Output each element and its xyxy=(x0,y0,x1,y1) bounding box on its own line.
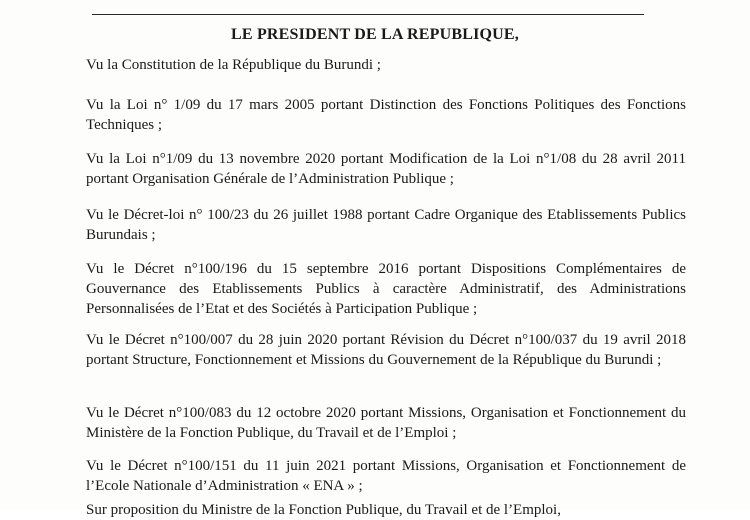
document-heading: LE PRESIDENT DE LA REPUBLIQUE, xyxy=(231,26,519,43)
preamble-paragraph-decret-2020-gouvernement: Vu le Décret n°100/007 du 28 juin 2020 portant Révision du Décret n°100/037 du 19 avril 2018 portant Structure, Fonctionnement et Missions du Gouvernement de la République du Burundi ; xyxy=(86,332,686,368)
preamble-paragraph-loi-2020: Vu la Loi n°1/09 du 13 novembre 2020 portant Modification de la Loi n°1/08 du 28 avril 2011 portant Organisation Générale de l’Administration Publique ; xyxy=(86,151,686,187)
preamble-paragraph-decret-2016: Vu le Décret n°100/196 du 15 septembre 2016 portant Dispositions Complémentaires de Gouvernance des Etablissements Publics à caractère Administratif, des Administrations Personnalisées de l’Etat et des Sociétés à Participation Publique ; xyxy=(86,261,686,317)
preamble-paragraph-proposition: Sur proposition du Ministre de la Fonction Publique, du Travail et de l’Emploi, xyxy=(86,502,561,518)
preamble-paragraph-decret-2020-ministere: Vu le Décret n°100/083 du 12 octobre 2020 portant Missions, Organisation et Fonctionnement du Ministère de la Fonction Publique, du Travail et de l’Emploi ; xyxy=(86,405,686,441)
preamble-paragraph-constitution: Vu la Constitution de la République du Burundi ; xyxy=(86,57,381,73)
preamble-paragraph-decret-2021-ena: Vu le Décret n°100/151 du 11 juin 2021 portant Missions, Organisation et Fonctionnement de l’Ecole Nationale d’Administration « ENA » ; xyxy=(86,458,686,494)
top-rule xyxy=(92,14,644,15)
preamble-paragraph-loi-2005: Vu la Loi n° 1/09 du 17 mars 2005 portant Distinction des Fonctions Politiques des Fonctions Techniques ; xyxy=(86,97,686,133)
preamble-paragraph-decret-loi-1988: Vu le Décret-loi n° 100/23 du 26 juillet 1988 portant Cadre Organique des Etablissements Publics Burundais ; xyxy=(86,207,686,243)
